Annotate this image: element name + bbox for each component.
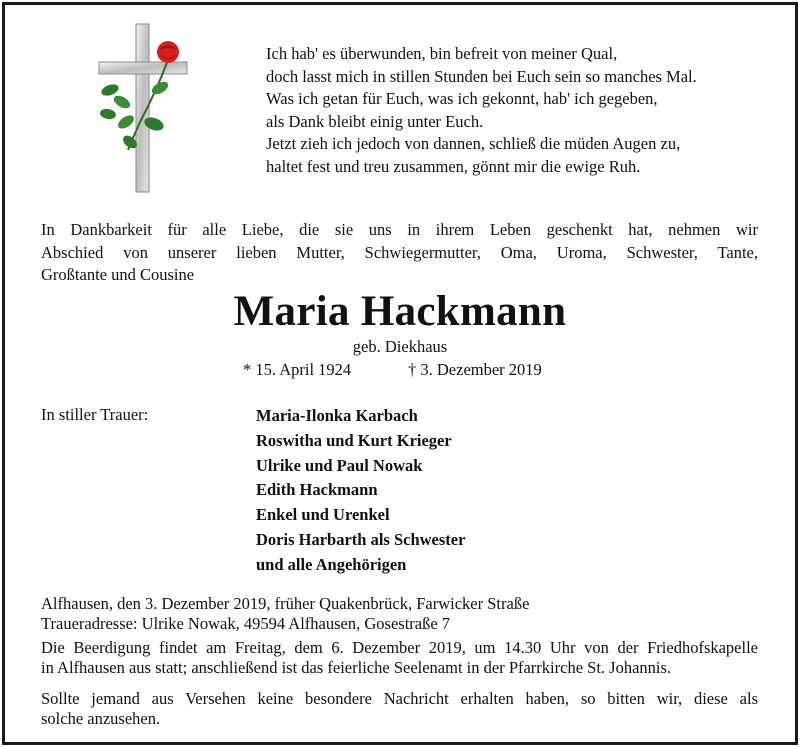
- mourning-label: In stiller Trauer:: [41, 405, 149, 424]
- cross-with-rose-icon: [96, 22, 196, 194]
- poem-line: haltet fest und treu zusammen, gönnt mir die ewige Ruh.: [266, 156, 641, 176]
- notice-text: [41, 689, 758, 729]
- deceased-name: Maria Hackmann: [233, 288, 567, 335]
- mourner-name: Doris Harbarth als Schwester: [256, 529, 466, 549]
- intro-text: [41, 219, 758, 287]
- birth-date: * 15. April 1924: [243, 360, 352, 379]
- poem-line: als Dank bleibt einig unter Euch.: [266, 111, 484, 131]
- notice-line: Sollte jemand aus Versehen keine besondere Nachricht erhalten haben, so bitten wir, diese als: [41, 689, 758, 708]
- funeral-info: [41, 638, 758, 678]
- intro-line: Großtante und Cousine: [41, 265, 195, 284]
- maiden-name: geb. Diekhaus: [352, 337, 448, 356]
- death-date: † 3. Dezember 2019: [408, 360, 542, 379]
- mourner-name: Roswitha und Kurt Krieger: [256, 430, 452, 450]
- poem-line: Jetzt zieh ich jedoch von dannen, schließ die müden Augen zu,: [266, 134, 681, 153]
- mourner-name: Maria-Ilonka Karbach: [256, 406, 418, 425]
- poem-line: Was ich getan für Euch, was ich gekonnt, hab' ich gegeben,: [266, 89, 658, 108]
- mourner-name: Edith Hackmann: [256, 480, 378, 500]
- notice-line: solche anzusehen.: [41, 709, 161, 728]
- funeral-line: Die Beerdigung findet am Freitag, dem 6. Dezember 2019, um 14.30 Uhr von der Friedhofskapelle: [41, 638, 758, 657]
- mourners-list: [256, 404, 465, 578]
- mourner-name: Ulrike und Paul Nowak: [256, 455, 423, 475]
- place-line: Alfhausen, den 3. Dezember 2019, früher Quakenbrück, Farwicker Straße: [41, 594, 530, 613]
- intro-line: In Dankbarkeit für alle Liebe, die sie uns in ihrem Leben geschenkt hat, nehmen wir: [41, 220, 758, 239]
- intro-line: Abschied von unserer lieben Mutter, Schwiegermutter, Oma, Uroma, Schwester, Tante,: [41, 242, 758, 262]
- funeral-line: in Alfhausen aus statt; anschließend ist das feierliche Seelenamt in der Pfarrkirche St. Johannis.: [41, 658, 672, 677]
- mourner-name: und alle Angehörigen: [256, 554, 407, 574]
- poem-line: doch lasst mich in stillen Stunden bei Euch sein so manches Mal.: [266, 66, 697, 86]
- poem-line: Ich hab' es überwunden, bin befreit von meiner Qual,: [266, 44, 618, 63]
- mourner-name: Enkel und Urenkel: [256, 505, 390, 525]
- mourning-address: Traueradresse: Ulrike Nowak, 49594 Alfhausen, Gosestraße 7: [41, 614, 451, 633]
- poem: [266, 43, 697, 178]
- place-and-address: [41, 594, 529, 634]
